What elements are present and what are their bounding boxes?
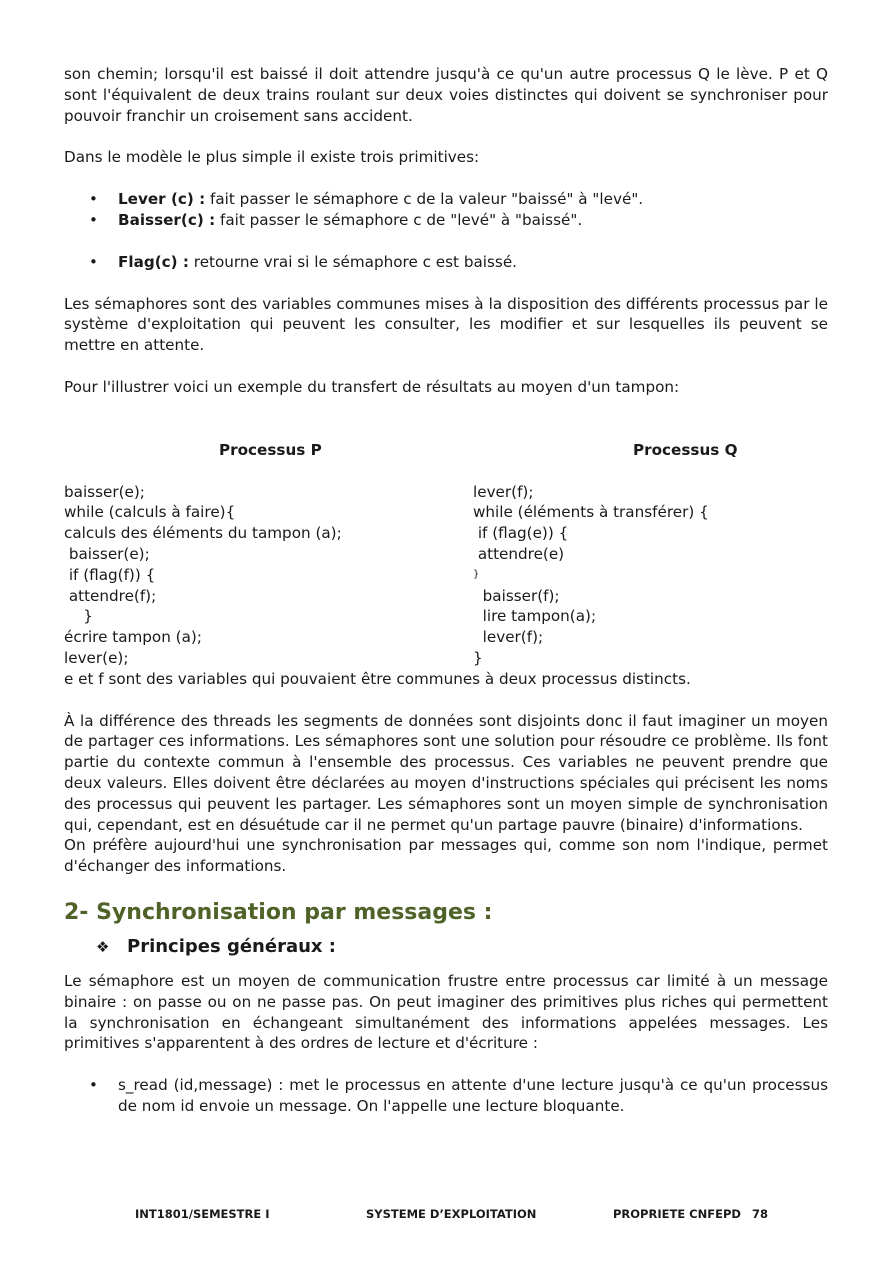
- paragraph-messages-preference: On préfère aujourd'hui une synchronisation par messages qui, comme son nom l'indique, permet d'échanger des informations.: [64, 836, 828, 876]
- desc-flag: retourne vrai si le sémaphore c est baissé.: [188, 252, 517, 271]
- code-p-line: lever(e);: [64, 648, 129, 667]
- code-row: [64, 544, 828, 565]
- code-q-line: lever(f);: [473, 628, 544, 647]
- paragraph-trains: son chemin; lorsqu'il est baissé il doit attendre jusqu'à ce qu'un autre processus Q le lève. P et Q sont l'équivalent de deux trains roulant sur deux voies distinctes qui doivent se synchroniser pour pouvoir franchir un croisement sans accident.: [64, 65, 828, 125]
- footer-subject: SYSTEME D’EXPLOITATION: [366, 1207, 537, 1221]
- code-p-line: while (calculs à faire){: [64, 503, 236, 522]
- code-row: [64, 648, 828, 669]
- code-p-line: attendre(f);: [64, 586, 157, 605]
- code-q-line: lire tampon(a);: [473, 607, 597, 626]
- subsection-heading: [64, 935, 828, 959]
- code-row: [64, 482, 828, 503]
- term-baisser: Baisser(c) :: [118, 210, 216, 229]
- process-headers: [64, 440, 828, 461]
- paragraph-threads-difference: À la différence des threads les segments de données sont disjoints donc il faut imaginer un moyen de partager ces informations. Les sémaphores sont une solution pour résoudre ce problème. Ils font partie du contexte commun à l'ensemble des processus. Ces variables ne peuvent prendre que deux valeurs. Elles doivent être déclarées au moyen d'instructions spéciales qui précisent les noms des processus qui peuvent les partager. Les sémaphores sont un moyen simple de synchronisation qui, cependant, est en désuétude car il ne permet qu'un partage pauvre (binaire) d'informations.: [64, 711, 828, 834]
- list-item-baisser: [64, 210, 828, 231]
- code-row: [64, 565, 828, 586]
- page-footer: [0, 1204, 893, 1220]
- code-q-line: if (flag(e)) {: [473, 524, 569, 543]
- paragraph-semaphores-variables: Les sémaphores sont des variables communes mises à la disposition des différents processus par le système d'exploitation qui peuvent les consulter, les modifier et sur lesquelles ils peuvent se mettre en attente.: [64, 294, 828, 355]
- message-primitives-list: [64, 1075, 828, 1117]
- code-p-line: baisser(e);: [64, 482, 145, 501]
- code-row: [64, 586, 828, 607]
- desc-baisser: fait passer le sémaphore c de "levé" à "baissé".: [215, 210, 583, 229]
- code-columns: [64, 482, 828, 669]
- term-lever: Lever (c) :: [118, 190, 206, 209]
- code-q-line: baisser(f);: [473, 586, 560, 605]
- code-q-line: }: [473, 568, 480, 580]
- code-row: [64, 502, 828, 523]
- code-q-line: attendre(e): [473, 544, 565, 563]
- code-q-line: lever(f);: [473, 482, 534, 501]
- list-item-lever: [64, 189, 828, 210]
- paragraph-example-intro: Pour l'illustrer voici un exemple du transfert de résultats au moyen d'un tampon:: [64, 377, 680, 396]
- desc-lever: fait passer le sémaphore c de la valeur "baissé" à "levé".: [205, 190, 644, 209]
- primitives-list-flag: [64, 252, 828, 273]
- code-p-line: if (flag(f)) {: [64, 565, 156, 584]
- primitives-list: [64, 189, 828, 231]
- diamond-bullet-icon: ❖: [96, 937, 110, 956]
- code-q-line: }: [473, 648, 483, 667]
- list-item-flag: [64, 252, 828, 273]
- code-p-line: baisser(e);: [64, 544, 150, 563]
- footer-page-number: 78: [752, 1207, 769, 1221]
- code-row: [64, 627, 828, 648]
- paragraph-shared-variables: e et f sont des variables qui pouvaient être communes à deux processus distincts.: [64, 669, 691, 688]
- paragraph-messages-intro: Le sémaphore est un moyen de communication frustre entre processus car limité à un message binaire : on passe ou on ne passe pas. On peut imaginer des primitives plus riches qui permettent la synchronisation en échangeant simultanément des informations appelées messages. Les primitives s'apparentent à des ordres de lecture et d'écriture :: [64, 971, 828, 1053]
- code-p-line: calculs des éléments du tampon (a);: [64, 524, 342, 543]
- code-p-line: écrire tampon (a);: [64, 628, 202, 647]
- list-item-sread: • s_read (id,message) : met le processus en attente d'une lecture jusqu'à ce qu'un processus de nom id envoie un message. On l'appelle une lecture bloquante.: [64, 1075, 828, 1117]
- code-row: [64, 606, 828, 627]
- footer-course: INT1801/SEMESTRE I: [135, 1207, 270, 1221]
- document-page: [64, 64, 828, 1117]
- term-flag: Flag(c) :: [118, 252, 189, 271]
- footer-owner: PROPRIETE CNFEPD: [613, 1207, 741, 1221]
- processus-q-title: Processus Q: [633, 440, 738, 459]
- processus-p-title: Processus P: [219, 440, 322, 459]
- paragraph-primitives-intro: Dans le modèle le plus simple il existe trois primitives:: [64, 148, 480, 167]
- section-title: 2- Synchronisation par messages :: [64, 899, 493, 925]
- subsection-title: Principes généraux :: [127, 935, 336, 957]
- code-p-line: }: [64, 607, 93, 626]
- code-row: [64, 523, 828, 544]
- code-q-line: while (éléments à transférer) {: [473, 503, 709, 522]
